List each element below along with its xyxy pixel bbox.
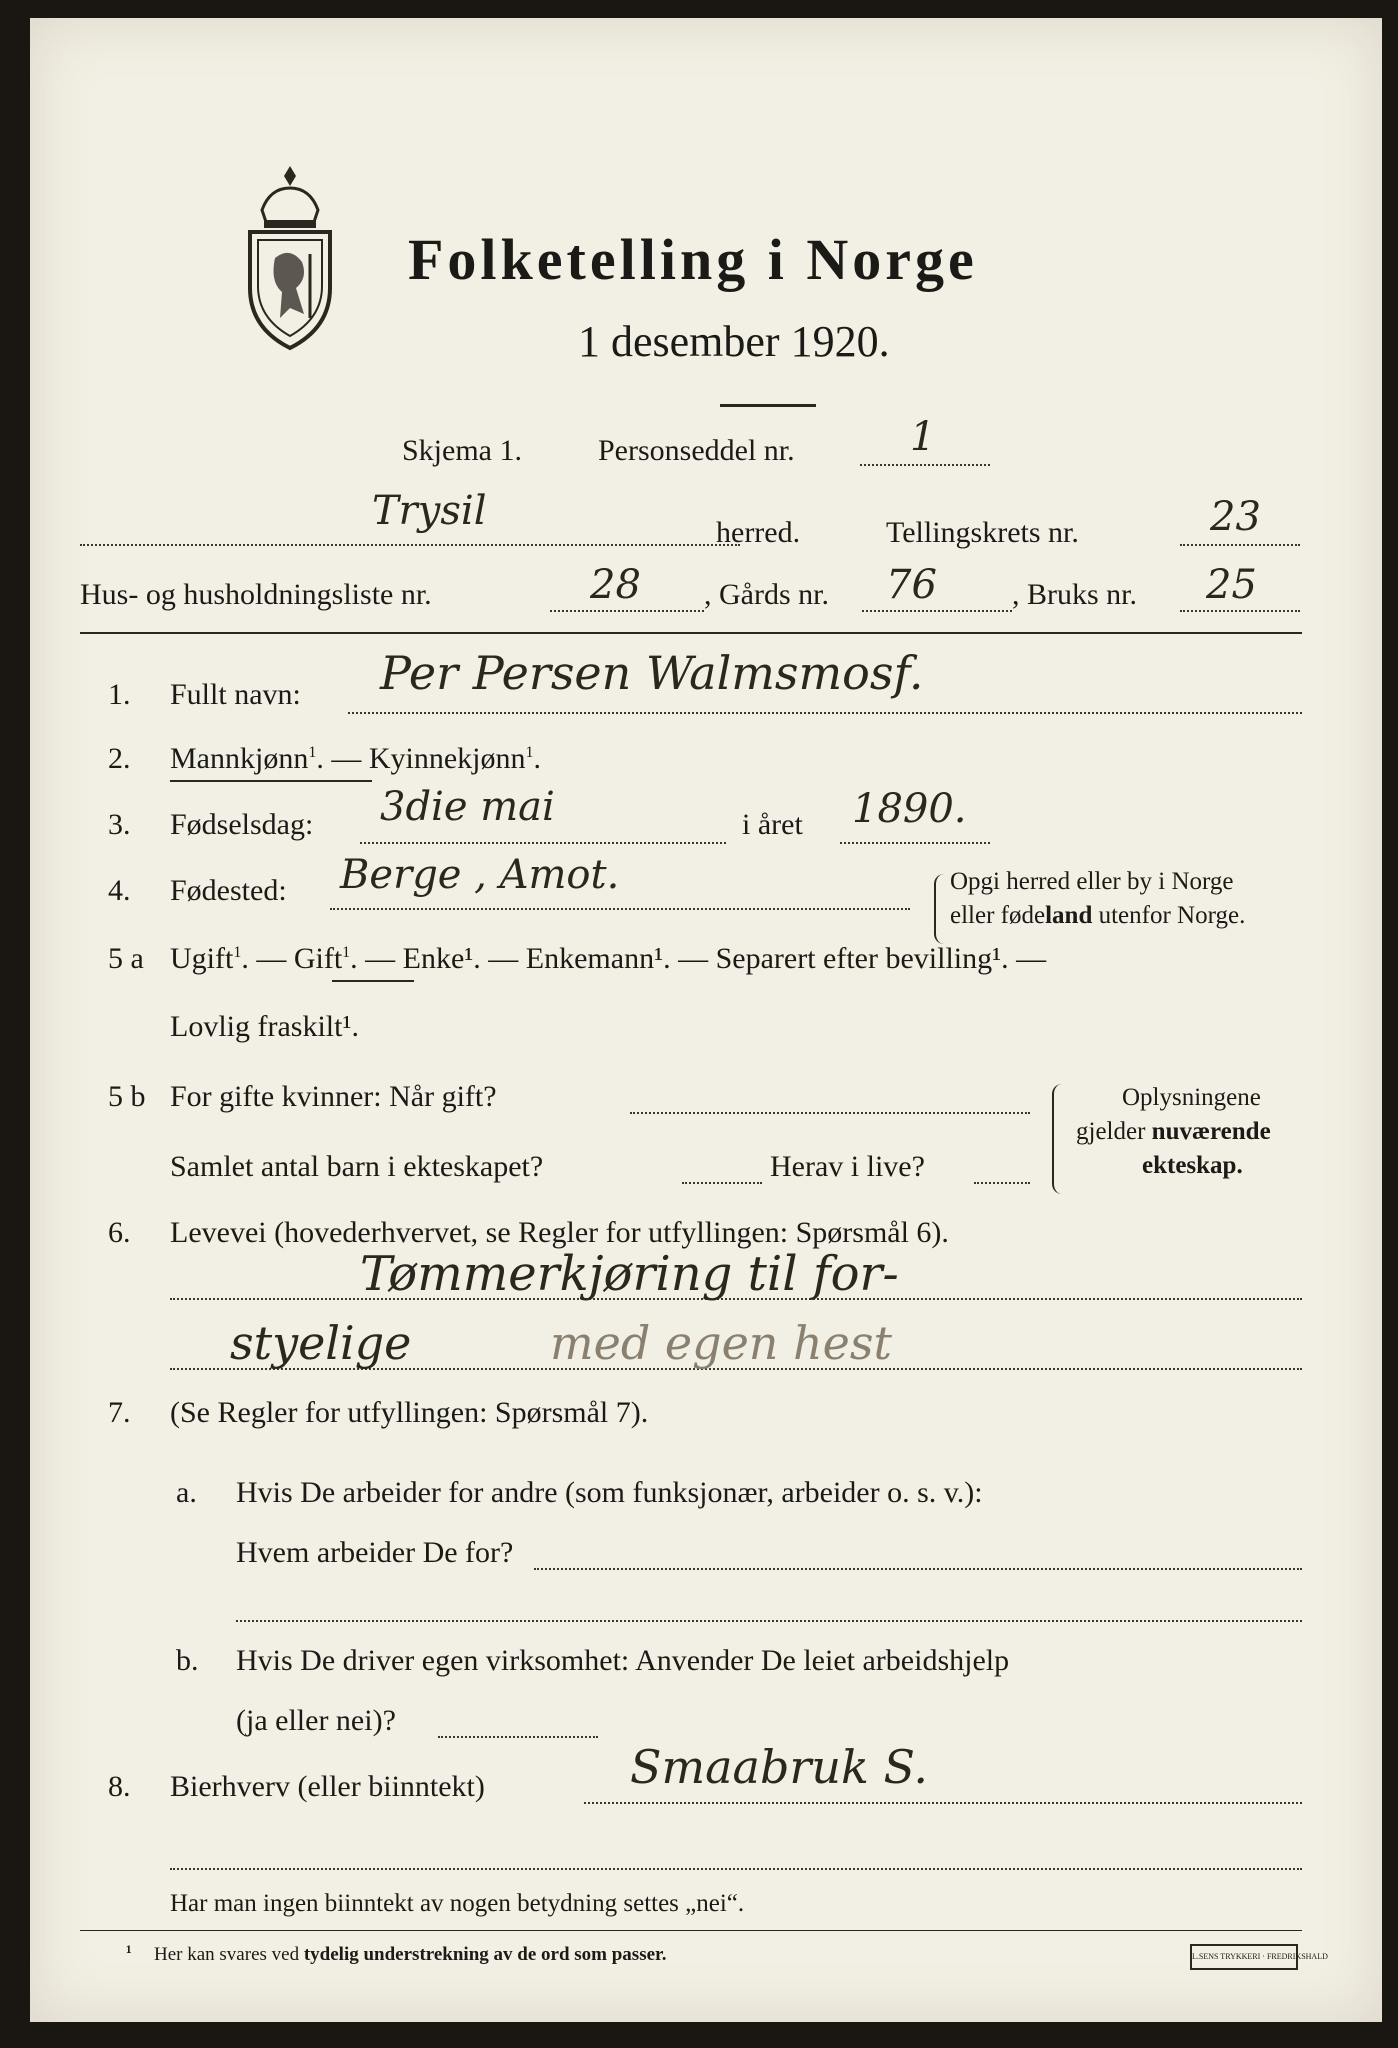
footnote-marker: ¹ bbox=[126, 1942, 132, 1963]
q5b-bracket bbox=[1052, 1084, 1064, 1194]
q4-value: Berge , Amot. bbox=[340, 852, 620, 898]
gards-value: 76 bbox=[886, 562, 937, 608]
q5a-gift: Gift bbox=[293, 942, 343, 975]
q2-end: . bbox=[533, 742, 541, 775]
q8-value: Smaabruk S. bbox=[630, 1740, 929, 1794]
q8-line-2 bbox=[170, 1868, 1302, 1870]
q2-text: Mannkjønn$^1$. — Kyinnekjønn$^1$. bbox=[170, 742, 541, 775]
q7b-line bbox=[438, 1736, 598, 1738]
q6-label: Levevei (hovederhvervet, se Regler for utfyllingen: Spørsmål 6). bbox=[170, 1216, 949, 1249]
footnote-b: tydelig understrekning av de ord som passer. bbox=[303, 1944, 667, 1965]
q8-label: Bierhverv (eller biinntekt) bbox=[170, 1770, 485, 1803]
printer-stamp: L.SENS TRYKKERI · FREDRIKSHALD bbox=[1190, 1944, 1298, 1970]
bruks-value: 25 bbox=[1206, 562, 1257, 608]
coat-of-arms-icon bbox=[230, 158, 350, 358]
q4-note-1: Opgi herred eller by i Norge bbox=[950, 868, 1234, 895]
q1-label: Fullt navn: bbox=[170, 678, 301, 711]
bruks-label: , Bruks nr. bbox=[1012, 578, 1138, 611]
household-field-line bbox=[550, 610, 704, 612]
q3-date-line bbox=[360, 842, 726, 844]
title-divider bbox=[720, 404, 816, 407]
herred-label: herred. bbox=[716, 516, 801, 549]
krets-field-line bbox=[1180, 544, 1300, 546]
q5b-line-2b: Herav i live? bbox=[770, 1150, 925, 1183]
q1-value: Per Persen Walmsmosf. bbox=[380, 646, 924, 700]
q8-number: 8. bbox=[108, 1770, 131, 1803]
q7-number: 7. bbox=[108, 1396, 131, 1429]
q2-female: Kyinnekjønn bbox=[368, 742, 526, 775]
krets-value: 23 bbox=[1210, 494, 1261, 540]
q5a-rest: . — Enke¹. — Enkemann¹. — Separert efter bevilling¹. — bbox=[350, 942, 1047, 975]
household-label: Hus- og husholdningsliste nr. bbox=[80, 578, 432, 611]
header-divider bbox=[80, 632, 1302, 634]
gards-field-line bbox=[862, 610, 1012, 612]
q4-field-line bbox=[330, 908, 910, 910]
q3-value: 3die mai bbox=[380, 784, 555, 830]
q7b-question: (ja eller nei)? bbox=[236, 1704, 396, 1737]
q5b-line-1: For gifte kvinner: Når gift? bbox=[170, 1080, 497, 1113]
q2-sep: . — bbox=[316, 742, 369, 775]
q6-number: 6. bbox=[108, 1216, 131, 1249]
q5a-gift-underline bbox=[332, 980, 414, 982]
q3-year-value: 1890. bbox=[852, 786, 967, 832]
household-value: 28 bbox=[590, 562, 641, 608]
q5b-note-3: ekteskap. bbox=[1142, 1152, 1243, 1179]
q2-male-underline bbox=[170, 780, 372, 782]
gards-label: , Gårds nr. bbox=[704, 578, 829, 611]
bruks-field-line bbox=[1180, 610, 1300, 612]
q7a-letter: a. bbox=[176, 1476, 197, 1509]
q1-number: 1. bbox=[108, 678, 131, 711]
q4-note-2 bbox=[950, 902, 1245, 930]
q1-field-line bbox=[348, 712, 1302, 714]
q7a-line-1 bbox=[534, 1568, 1302, 1570]
q6-value-2b: med egen hest bbox=[550, 1316, 892, 1370]
q4-note-2a: eller føde bbox=[950, 902, 1046, 929]
q5b-note-2a: gjelder bbox=[1076, 1118, 1152, 1145]
q5b-line-2a: Samlet antal barn i ekteskapet? bbox=[170, 1150, 544, 1183]
q5b-alive-line bbox=[974, 1182, 1030, 1184]
krets-label: Tellingskrets nr. bbox=[886, 516, 1079, 549]
q5a-number: 5 a bbox=[108, 942, 144, 975]
q2-male: Mannkjønn bbox=[170, 742, 309, 775]
q5b-note-1: Oplysningene bbox=[1122, 1084, 1261, 1111]
person-label: Personseddel nr. bbox=[598, 434, 795, 467]
q2-number: 2. bbox=[108, 742, 131, 775]
q3-label: Fødselsdag: bbox=[170, 808, 314, 841]
q5a-text: Ugift$^1$. — Gift$^1$. — Enke¹. — Enkemann¹. — Separert efter bevilling¹. — bbox=[170, 942, 1047, 975]
herred-value: Trysil bbox=[372, 488, 487, 534]
q5b-children-line bbox=[682, 1182, 762, 1184]
schema-label: Skjema 1. bbox=[402, 434, 522, 467]
census-form bbox=[30, 18, 1382, 2022]
form-title: Folketelling i Norge bbox=[408, 227, 978, 292]
q4-bracket bbox=[934, 874, 946, 944]
q7a-question: Hvem arbeider De for? bbox=[236, 1536, 514, 1569]
q7-label: (Se Regler for utfyllingen: Spørsmål 7). bbox=[170, 1396, 649, 1429]
footer-note: Har man ingen biinntekt av nogen betydning settes „nei“. bbox=[170, 1890, 745, 1917]
q5b-note-2 bbox=[1076, 1118, 1271, 1146]
form-date: 1 desember 1920. bbox=[578, 317, 890, 366]
q8-line-1 bbox=[584, 1802, 1302, 1804]
person-value: 1 bbox=[910, 414, 936, 460]
q4-number: 4. bbox=[108, 874, 131, 907]
footnote-a: Her kan svares ved bbox=[154, 1944, 304, 1965]
q6-value-1: Tømmerkjøring til for- bbox=[360, 1246, 899, 1302]
q4-label: Fødested: bbox=[170, 874, 287, 907]
q3-year-label: i året bbox=[742, 808, 803, 841]
footer-divider bbox=[80, 1930, 1302, 1931]
q5b-number: 5 b bbox=[108, 1080, 146, 1113]
q7b-letter: b. bbox=[176, 1644, 199, 1677]
footnote-text bbox=[154, 1944, 666, 1966]
q4-note-2c: utenfor Norge. bbox=[1092, 902, 1246, 929]
q7b-text: Hvis De driver egen virksomhet: Anvender De leiet arbeidshjelp bbox=[236, 1644, 1010, 1677]
q6-value-2a: styelige bbox=[230, 1316, 412, 1370]
herred-field-line bbox=[80, 544, 740, 546]
q7a-line-2 bbox=[236, 1620, 1302, 1622]
q5b-note-2b: nuværende bbox=[1151, 1118, 1271, 1145]
q3-number: 3. bbox=[108, 808, 131, 841]
q5b-married-line bbox=[630, 1112, 1030, 1114]
q4-note-2b: land bbox=[1045, 902, 1093, 929]
q3-year-line bbox=[840, 842, 990, 844]
q5a-ugift: Ugift bbox=[170, 942, 234, 975]
q5a-line-2: Lovlig fraskilt¹. bbox=[170, 1010, 359, 1043]
person-field-line bbox=[860, 464, 990, 466]
q7a-text: Hvis De arbeider for andre (som funksjonær, arbeider o. s. v.): bbox=[236, 1476, 983, 1509]
